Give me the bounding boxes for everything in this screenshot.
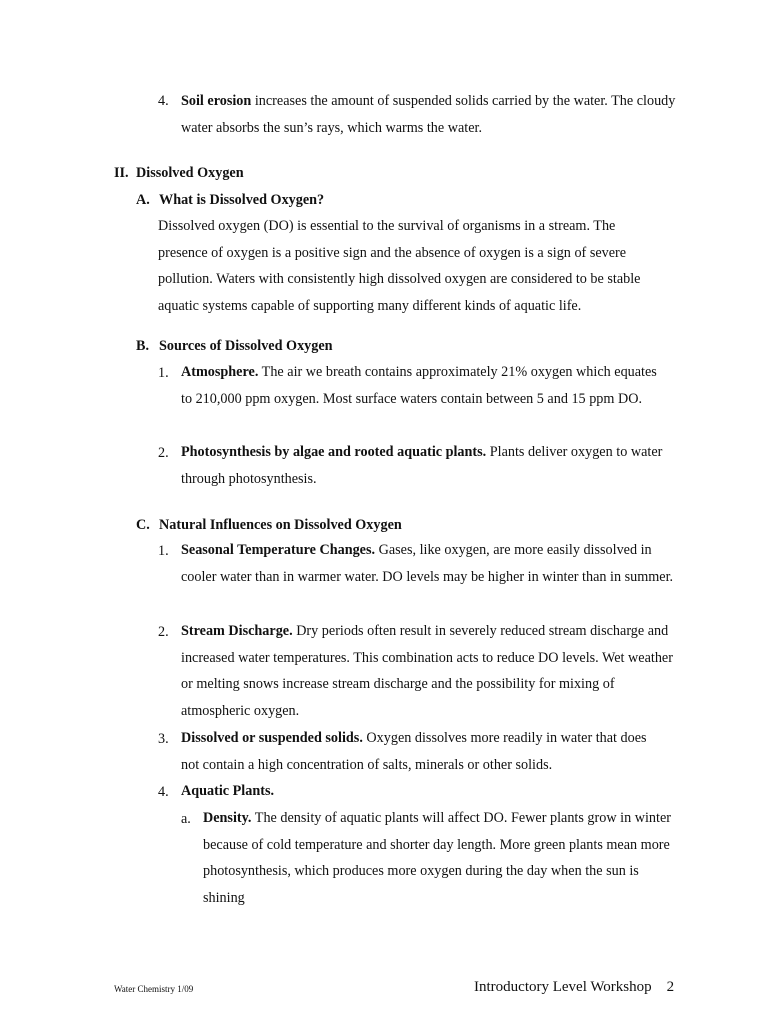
item-text: Plants deliver oxygen to water through photosynthesis. bbox=[181, 444, 663, 487]
item-term: Stream Discharge. bbox=[181, 623, 293, 639]
item-term: Atmosphere. bbox=[181, 364, 259, 380]
list-item-dissolved-solids bbox=[181, 725, 661, 778]
subsection-body: Dissolved oxygen (DO) is essential to the survival of organisms in a stream. The presence of oxygen is a positive sign and the absence of oxygen is a sign of severe pollution. Waters with consistently high dissolved oxygen are considered to be stable aquatic systems capable of supporting many different kinds of aquatic life. bbox=[158, 218, 641, 315]
item-text: Oxygen dissolves more readily in water that does not contain a high concentration of salts, minerals or other solids. bbox=[181, 730, 647, 773]
list-number: 1. bbox=[158, 543, 169, 559]
list-item-seasonal-temperature bbox=[181, 537, 676, 590]
list-item-photosynthesis bbox=[181, 439, 681, 492]
subsection-title: What is Dissolved Oxygen? bbox=[159, 192, 325, 208]
item-text: Gases, like oxygen, are more easily dissolved in cooler water than in warmer water. DO levels may be higher in winter than in summer. bbox=[181, 542, 674, 585]
footer-left-text: Water Chemistry 1/09 bbox=[114, 984, 194, 994]
section-title: Dissolved Oxygen bbox=[136, 165, 244, 181]
list-number: 4. bbox=[158, 93, 169, 109]
sublist-letter: a. bbox=[181, 811, 191, 827]
item-term: Soil erosion bbox=[181, 93, 252, 109]
list-number: 4. bbox=[158, 784, 169, 800]
item-term: Aquatic Plants. bbox=[181, 783, 275, 799]
item-term: Density. bbox=[203, 810, 252, 826]
item-term: Dissolved or suspended solids. bbox=[181, 730, 363, 746]
list-number: 2. bbox=[158, 624, 169, 640]
footer-right-text: Introductory Level Workshop 2 bbox=[474, 979, 675, 995]
subsection-number: B. bbox=[136, 338, 150, 354]
sublist-item-density bbox=[203, 805, 681, 912]
list-number: 3. bbox=[158, 731, 169, 747]
subsection-title: Sources of Dissolved Oxygen bbox=[159, 338, 333, 354]
list-number: 1. bbox=[158, 365, 169, 381]
item-text: The density of aquatic plants will affect DO. Fewer plants grow in winter because of cold temperature and shorter day length. More green plants mean more photosynthesis, which produces more oxygen during the day when the sun is shining bbox=[203, 810, 671, 907]
subsection-number: C. bbox=[136, 517, 150, 533]
item-text: Dry periods often result in severely reduced stream discharge and increased water temperatures. This combination acts to reduce DO levels. Wet weather or melting snows increase stream discharge and the possibility for mixing of atmospheric oxygen. bbox=[181, 623, 673, 720]
list-item-soil-erosion bbox=[181, 88, 681, 141]
subsection-title: Natural Influences on Dissolved Oxygen bbox=[159, 517, 402, 533]
item-text: increases the amount of suspended solids carried by the water. The cloudy water absorbs the sun’s rays, which warms the water. bbox=[181, 93, 676, 136]
section-number: II. bbox=[114, 165, 129, 181]
list-item-aquatic-plants bbox=[181, 778, 661, 805]
item-term: Photosynthesis by algae and rooted aquatic plants. bbox=[181, 444, 487, 460]
item-term: Seasonal Temperature Changes. bbox=[181, 542, 376, 558]
item-text: The air we breath contains approximately 21% oxygen which equates to 210,000 ppm oxygen. Most surface waters contain between 5 and 15 ppm DO. bbox=[181, 364, 657, 407]
subsection-number: A. bbox=[136, 192, 150, 208]
list-item-atmosphere bbox=[181, 359, 671, 412]
list-number: 2. bbox=[158, 445, 169, 461]
list-item-stream-discharge bbox=[181, 618, 681, 725]
